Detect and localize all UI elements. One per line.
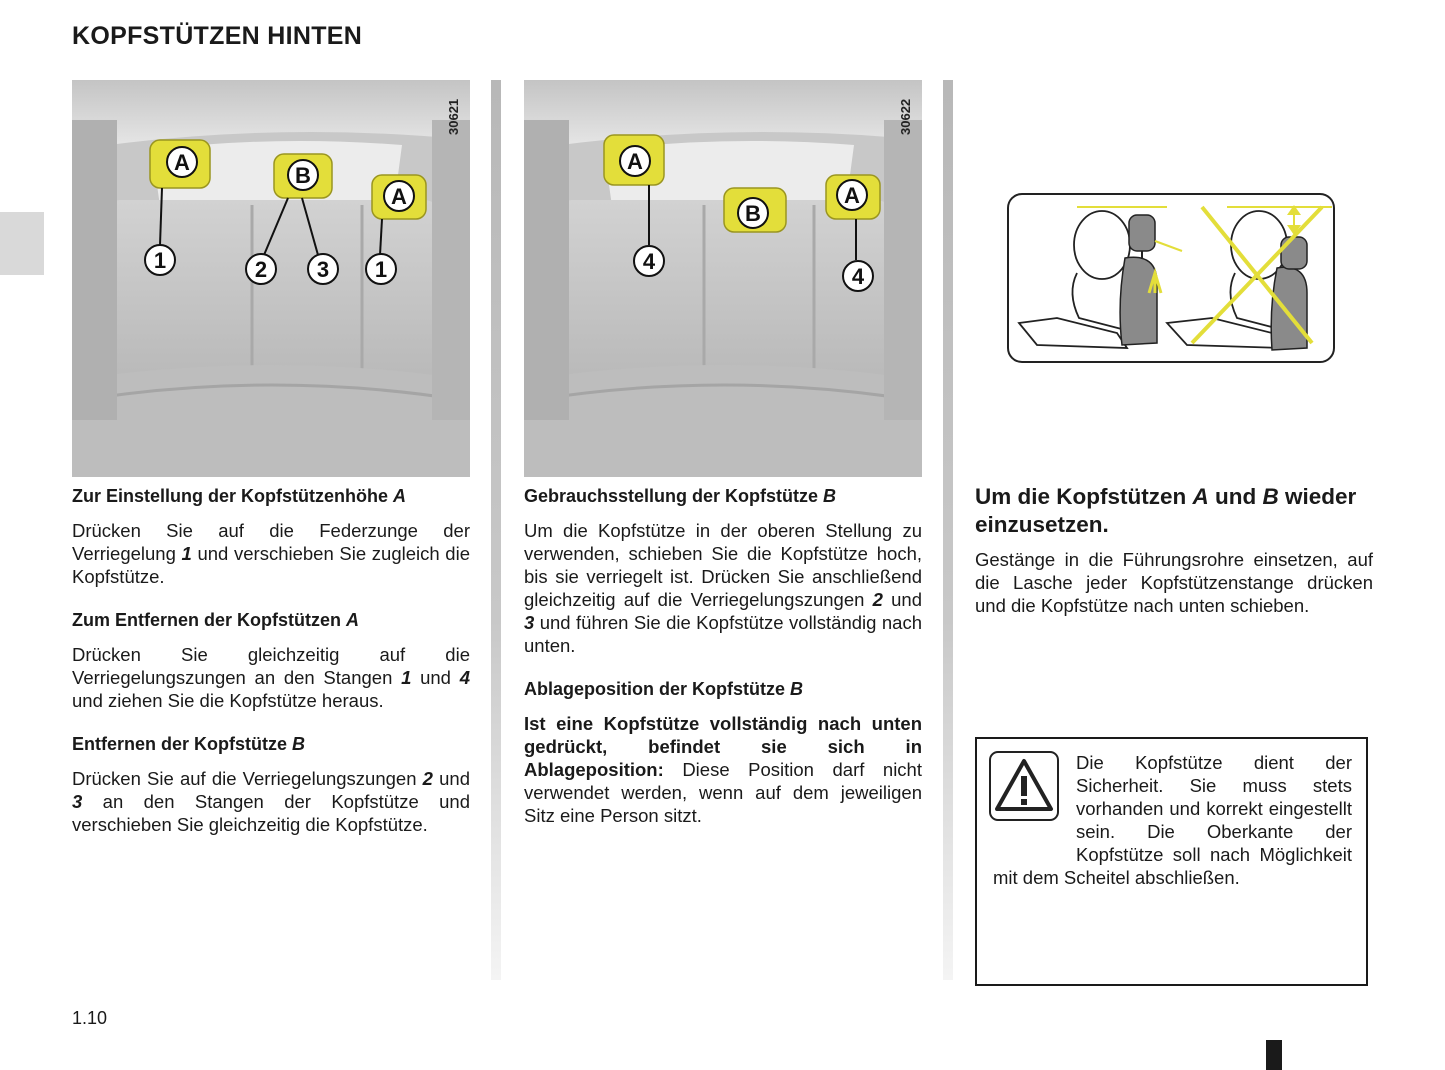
label-a: A [627,149,643,174]
label-a: A [174,150,190,175]
label-4: 4 [851,264,865,289]
label-1: 1 [374,257,388,282]
warning-box [975,737,1368,986]
rear-seat-photo-middle [524,80,922,477]
rear-seat-photo-left [72,80,470,477]
column-divider [943,80,953,980]
warning-text: Die Kopfstütze dient der Sicherheit. Sie muss stets vorhanden und korrekt eingestellt sein. Die Oberkante der Kopfstütze soll nach Möglichkeit mit dem Scheitel abschließen. [993,752,1352,888]
paragraph: Um die Kopfstütze in der oberen Stellung zu verwenden, schieben Sie die Kopfstütze hoch, bis sie verriegelt ist. Drücken Sie anschließend gleichzeitig auf die Verriegelungszungen 2 und 3 und führen Sie die Kopfstütze vollständig nach unten. [524,520,922,656]
label-3: 3 [316,257,330,282]
label-b: B [295,163,311,188]
section-heading: Zum Entfernen der Kopfstützen A [72,610,359,630]
figure-ref: 30621 [446,98,461,135]
paragraph: Drücken Sie auf die Verriegelungszungen 2 und 3 an den Stangen der Kopfstütze und verschieben Sie gleichzeitig die Kopfstütze. [72,768,470,835]
seat-headrest-diagram [1007,193,1335,363]
column-2 [524,80,922,827]
page-title: KOPFSTÜTZEN HINTEN [72,22,363,50]
label-2: 2 [254,257,268,282]
label-b: B [745,201,761,226]
section-tab [0,212,44,275]
section-heading: Entfernen der Kopfstütze B [72,734,306,754]
paragraph: Ist eine Kopfstütze vollständig nach unten gedrückt, befindet sie sich in Ablageposition: Diese Position darf nicht verwendet werden, wenn auf dem jeweiligen Sitz eine Person sitzt. [524,713,922,826]
paragraph: Gestänge in die Führungsrohre einsetzen, auf die Lasche jeder Kopfstützenstange drücken und die Kopfstütze nach unten schieben. [975,549,1373,616]
section-heading: Um die Kopfstützen A und B wieder einzusetzen. [975,484,1357,537]
column-divider [491,80,501,980]
figure-ref: 30622 [898,98,913,135]
corner-mark [1266,1040,1282,1070]
label-a: A [844,183,860,208]
label-a: A [391,184,407,209]
paragraph: Drücken Sie auf die Federzunge der Verriegelung 1 und verschieben Sie zugleich die Kopfstütze. [72,520,470,587]
label-4: 4 [642,249,656,274]
page-number: 1.10 [72,1008,108,1028]
column-1 [72,80,470,836]
paragraph: Drücken Sie gleichzeitig auf die Verriegelungszungen an den Stangen 1 und 4 und ziehen Sie die Kopfstütze heraus. [72,644,470,711]
section-heading: Gebrauchsstellung der Kopfstütze B [524,486,837,506]
section-heading: Zur Einstellung der Kopfstützenhöhe A [72,486,406,506]
column-3-text [975,483,1373,617]
label-1: 1 [153,248,167,273]
section-heading: Ablageposition der Kopfstütze B [524,679,804,699]
